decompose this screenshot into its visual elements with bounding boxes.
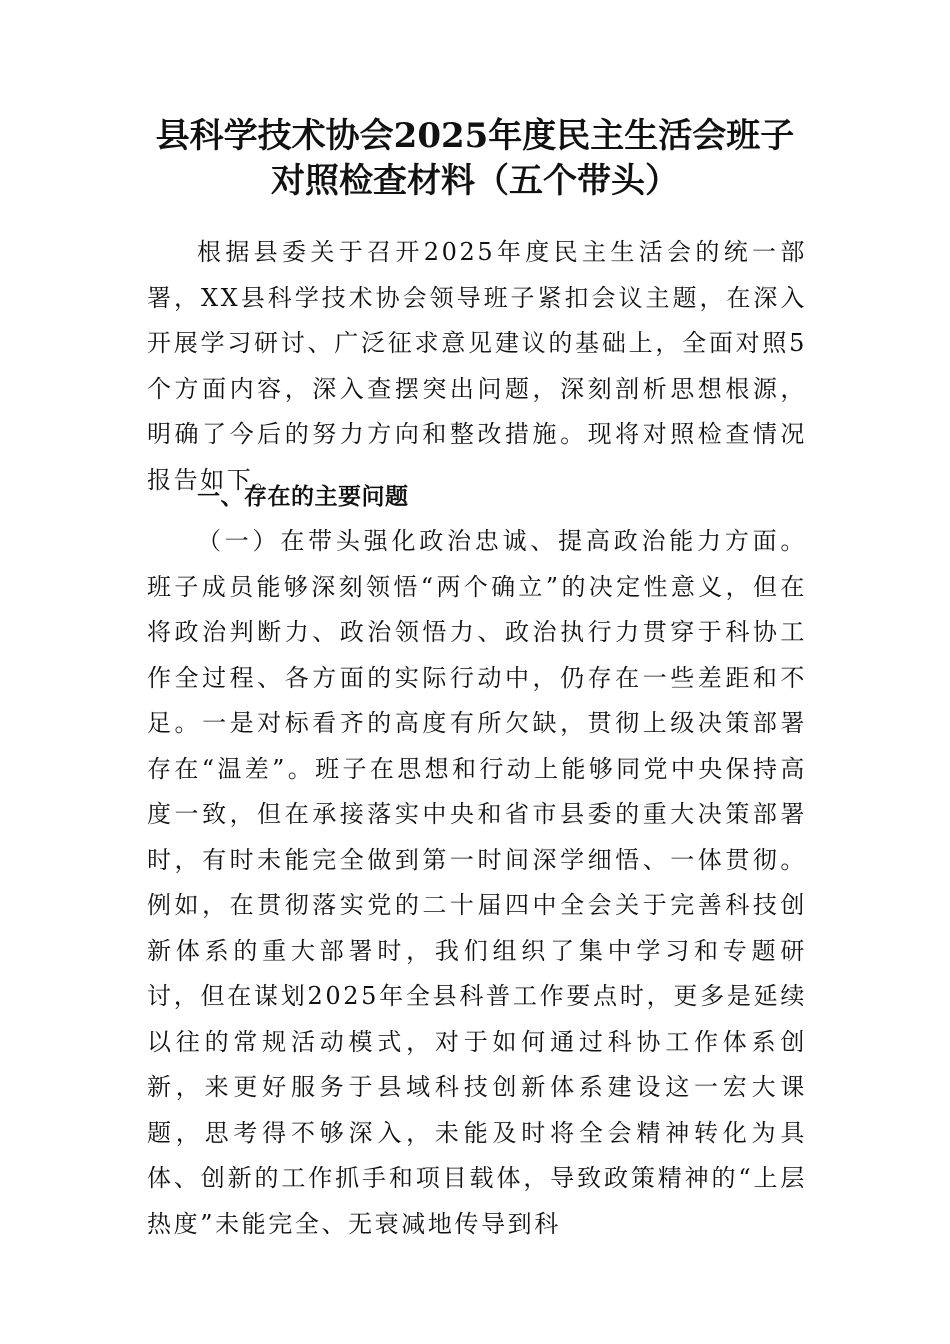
section-heading-problems: 一、存在的主要问题 <box>197 484 409 510</box>
subsection-1-body: 班子成员能够深刻领悟“两个确立”的决定性意义，但在将政治判断力、政治领悟力、政治执行力贯穿于科协工作全过程、各方面的实际行动中，仍存在一些差距和不足。一是对标看齐的高度有所欠缺，贯彻上级决策部署存在“温差”。班子在思想和行动上能够同党中央保持高度一致，但在承接落实中央和省市县委的重大决策部署时，有时未能完全做到第一时间深学细悟、一体贯彻。例如，在贯彻落实党的二十届四中全会关于完善科技创新体系的重大部署时，我们组织了集中学习和专题研讨，但在谋划2025年全县科普工作要点时，更多是延续以往的常规活动模式，对于如何通过科协工作体系创新，来更好服务于县域科技创新体系建设这一宏大课题，思考得不够深入，未能及时将全会精神转化为具体、创新的工作抓手和项目载体，导致政策精神的“上层热度”未能完全、无衰减地传导到科 <box>147 572 807 1238</box>
document-title-line-1: 县科学技术协会2025年度民主生活会班子 <box>155 116 795 156</box>
intro-paragraph: 根据县委关于召开2025年度民主生活会的统一部署，XX县科学技术协会领导班子紧扣会议主题，在深入开展学习研讨、广泛征求意见建议的基础上，全面对照5个方面内容，深入查摆突出问题，深刻剖析思想根源，明确了今后的努力方向和整改措施。现将对照检查情况报告如下。 <box>147 238 807 494</box>
document-title-line-2: 对照检查材料（五个带头） <box>271 161 679 201</box>
subsection-1-paragraph <box>147 519 807 1238</box>
subsection-1-heading: （一）在带头强化政治忠诚、提高政治能力方面。 <box>197 527 807 555</box>
